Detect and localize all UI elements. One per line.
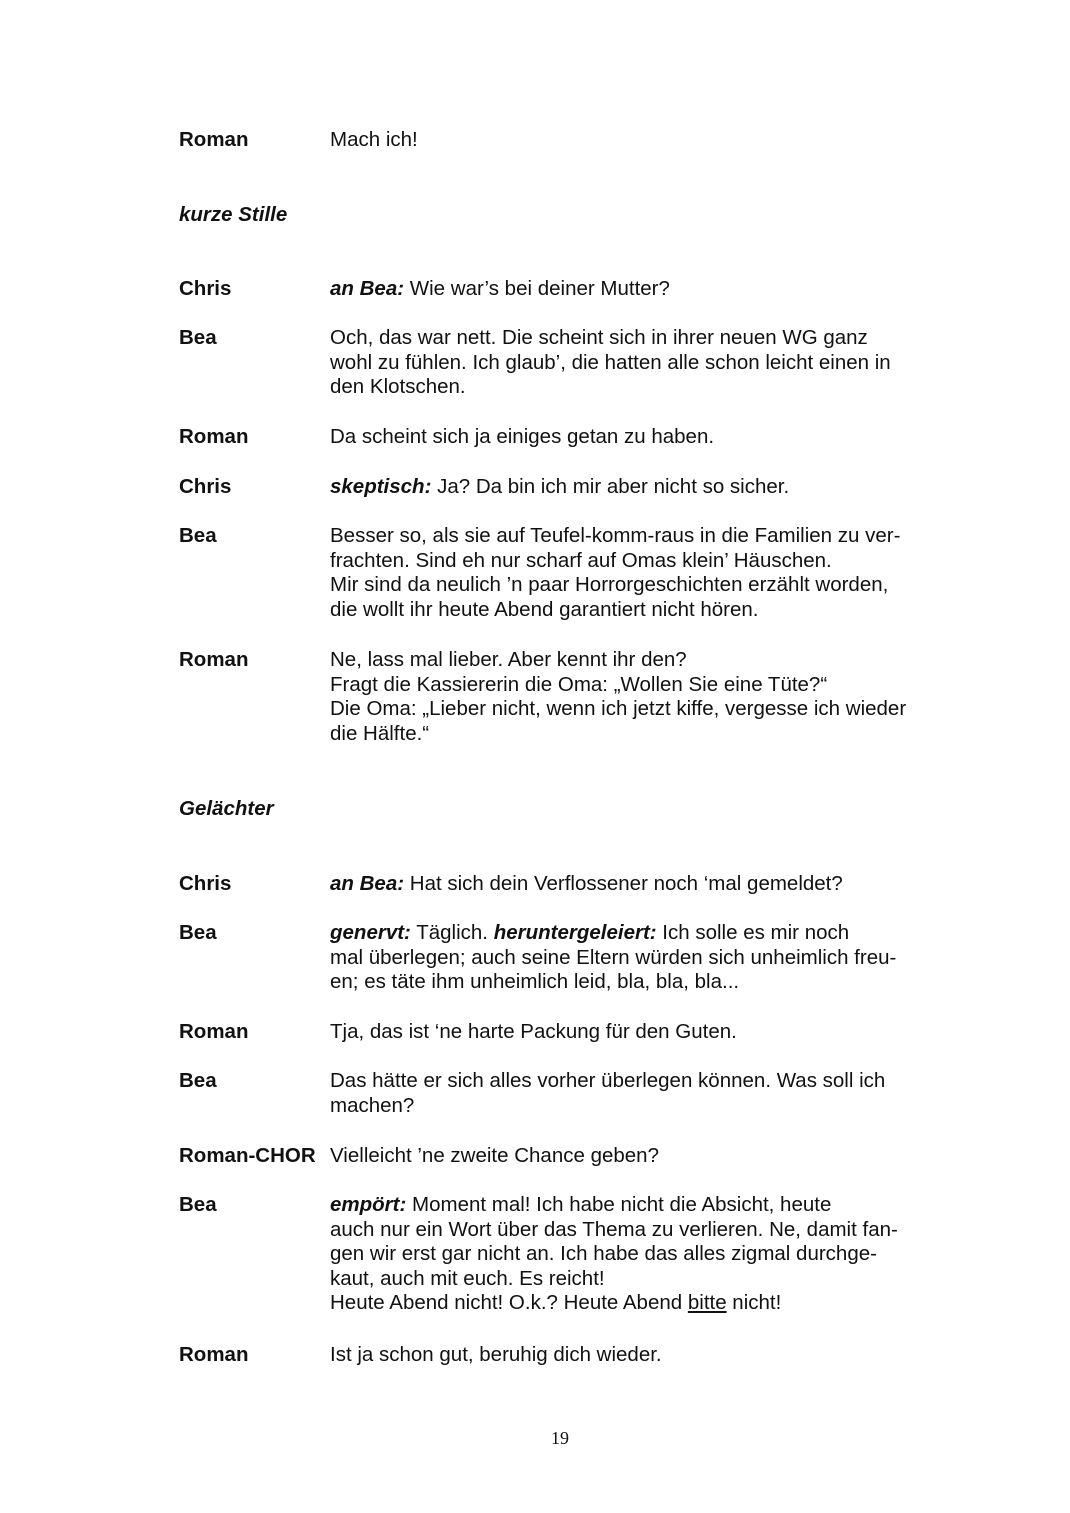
line-text: genervt: Täglich. heruntergeleiert: Ich solle es mir noch mal überlegen; auch seine Eltern würden sich unheimlich freu- en; es täte ihm unheimlich leid, bla, bla, bla... xyxy=(330,921,897,993)
dialogue-line xyxy=(179,1193,959,1316)
speaker-name: Chris xyxy=(179,475,232,498)
dialogue-line xyxy=(179,648,959,746)
dialogue-line xyxy=(179,1020,959,1045)
stage-cue: empört: xyxy=(330,1193,407,1216)
dialogue-line xyxy=(179,326,959,400)
line-text: Vielleicht ’ne zweite Chance geben? xyxy=(330,1144,659,1167)
speaker-name: Roman xyxy=(179,1343,249,1366)
stage-cue: genervt: xyxy=(330,921,411,944)
speaker-name: Roman-CHOR xyxy=(179,1144,316,1167)
speaker-name: Roman xyxy=(179,648,249,671)
speaker-name: Chris xyxy=(179,277,232,300)
stage-cue: an Bea: xyxy=(330,872,405,895)
line-text: an Bea: Hat sich dein Verflossener noch ‘mal gemeldet? xyxy=(330,872,843,895)
speaker-name: Bea xyxy=(179,921,217,944)
line-text: Mach ich! xyxy=(330,128,418,151)
speaker-name: Roman xyxy=(179,128,249,151)
dialogue-line xyxy=(179,277,959,302)
dialogue-line xyxy=(179,921,959,995)
line-text: Das hätte er sich alles vorher überlegen können. Was soll ich machen? xyxy=(330,1069,886,1117)
dialogue-line xyxy=(179,128,959,153)
emphasis-underline: bitte xyxy=(687,1291,727,1314)
line-text: Besser so, als sie auf Teufel-komm-raus in die Familien zu ver- frachten. Sind eh nur scharf auf Omas klein’ Häuschen. Mir sind da neulich ’n paar Horrorgeschichten erzählt worden, die wollt ihr heute Abend garantiert nicht hören. xyxy=(330,524,901,621)
speaker-name: Chris xyxy=(179,872,232,895)
line-text: Da scheint sich ja einiges getan zu haben. xyxy=(330,425,715,448)
speaker-name: Bea xyxy=(179,326,217,349)
speaker-name: Roman xyxy=(179,425,249,448)
stage-direction: kurze Stille xyxy=(179,203,288,226)
speaker-name: Bea xyxy=(179,524,217,547)
page-number: 19 xyxy=(551,1428,569,1448)
stage-cue: an Bea: xyxy=(330,277,405,300)
stage-cue: skeptisch: xyxy=(330,475,432,498)
dialogue-line xyxy=(179,1144,959,1169)
line-text: an Bea: Wie war’s bei deiner Mutter? xyxy=(330,277,670,300)
speaker-name: Roman xyxy=(179,1020,249,1043)
speaker-name: Bea xyxy=(179,1069,217,1092)
stage-cue: heruntergeleiert: xyxy=(493,921,657,944)
dialogue-line xyxy=(179,872,959,897)
line-text: skeptisch: Ja? Da bin ich mir aber nicht so sicher. xyxy=(330,475,790,498)
dialogue-line xyxy=(179,475,959,500)
stage-direction: Gelächter xyxy=(179,797,274,820)
dialogue-line xyxy=(179,1343,959,1368)
line-text: Ist ja schon gut, beruhig dich wieder. xyxy=(330,1343,662,1366)
speaker-name: Bea xyxy=(179,1193,217,1216)
line-text: empört: Moment mal! Ich habe nicht die Absicht, heute auch nur ein Wort über das Thema zu verlieren. Ne, damit fan- gen wir erst gar nicht an. Ich habe das alles zigmal durchge- kaut, auch mit euch. Es reicht! Heute Abend nicht! O.k.? Heute Abend bitte nicht! xyxy=(330,1193,898,1314)
line-text: Ne, lass mal lieber. Aber kennt ihr den? Fragt die Kassiererin die Oma: „Wollen Sie eine Tüte?“ Die Oma: „Lieber nicht, wenn ich jetzt kiffe, vergesse ich wieder die Hälfte.“ xyxy=(330,648,907,745)
dialogue-line xyxy=(179,1069,959,1118)
line-text: Och, das war nett. Die scheint sich in ihrer neuen WG ganz wohl zu fühlen. Ich glaub’, die hatten alle schon leicht einen in den Klotschen. xyxy=(330,326,891,398)
dialogue-line xyxy=(179,524,959,622)
line-text: Tja, das ist ‘ne harte Packung für den Guten. xyxy=(330,1020,737,1043)
dialogue-line xyxy=(179,425,959,450)
